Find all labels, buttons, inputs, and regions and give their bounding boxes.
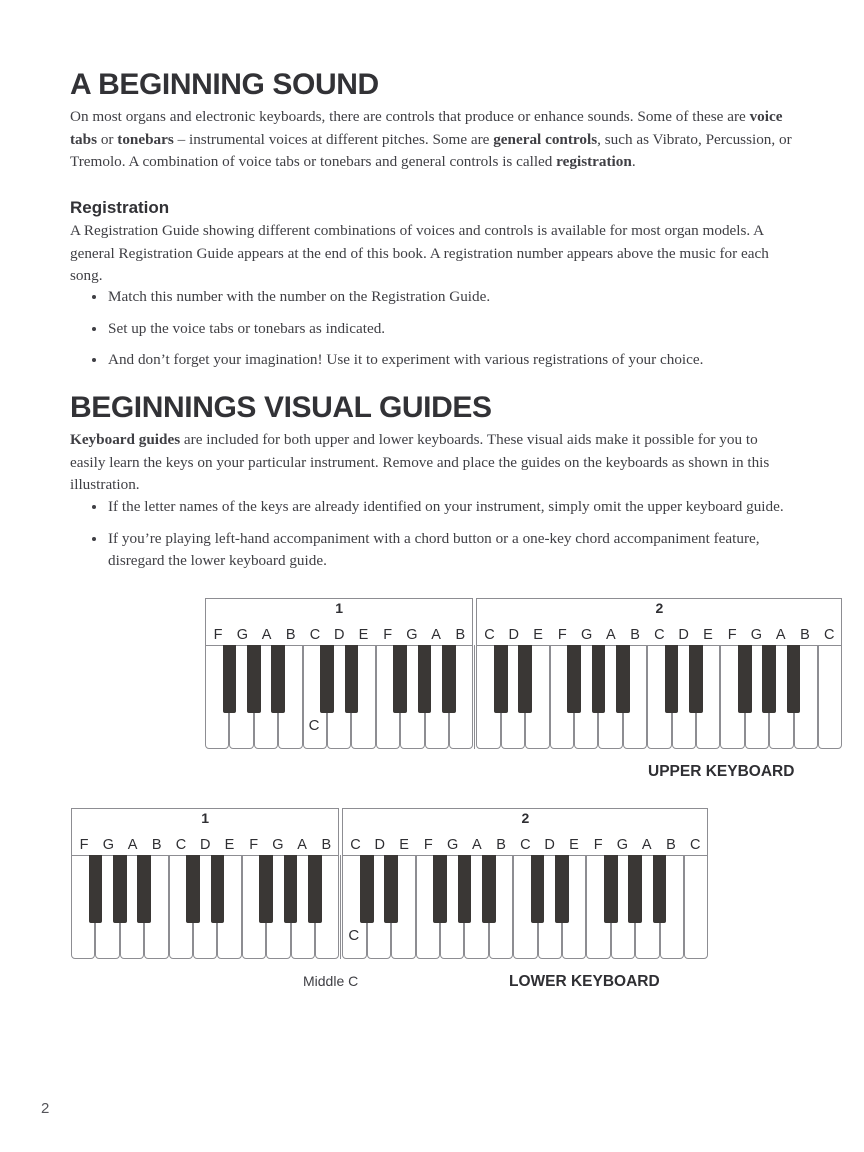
list-item: If the letter names of the keys are already identified on your instrument, simply omit the upper keyboard guide. [86, 496, 786, 519]
black-key-F-sharp[interactable] [738, 645, 752, 713]
key-letter-G: G [406, 627, 418, 643]
visual-guides-bullet-list [86, 496, 786, 582]
key-letter-A: A [127, 837, 138, 853]
list-item: And don’t forget your imagination! Use it to experiment with various registrations of your choice. [86, 349, 796, 372]
middle-c-key-label: C [348, 927, 360, 944]
black-key-A-sharp[interactable] [271, 645, 285, 713]
key-letter-D: D [374, 837, 386, 853]
key-letter-G: G [446, 837, 459, 853]
black-key-C-sharp[interactable] [531, 855, 545, 923]
key-letter-A: A [472, 837, 482, 853]
upper-keyboard-diagram [205, 598, 842, 749]
registration-number-2: 2 [521, 810, 530, 826]
piano-keys [71, 855, 708, 959]
beginning-sound-text-part-4: – instrumental voices at different pitches. Some are [173, 130, 494, 148]
key-letter-B: B [666, 837, 676, 853]
black-key-F-sharp[interactable] [567, 645, 581, 713]
registration-number-1: 1 [335, 600, 344, 616]
key-letter-E: E [358, 627, 369, 643]
key-letter-F: F [249, 837, 259, 853]
beginning-sound-text-part-8: . [631, 153, 636, 170]
black-key-C-sharp[interactable] [320, 645, 334, 713]
keyboard-guide-strip [71, 808, 708, 855]
key-letter-G: G [580, 627, 593, 643]
key-letter-row [477, 627, 841, 644]
black-key-G-sharp[interactable] [418, 645, 432, 713]
key-letter-B: B [455, 627, 466, 643]
keyboard-guide-strip [205, 598, 842, 645]
beginning-sound-text-part-0: On most organs and electronic keyboards, there are controls that produce or enhance sounds. Some of these are [70, 108, 750, 125]
key-letter-E: E [569, 837, 579, 853]
key-letter-B: B [321, 837, 332, 853]
key-letter-G: G [272, 837, 284, 853]
key-letter-B: B [800, 627, 810, 643]
black-key-G-sharp[interactable] [592, 645, 606, 713]
key-letter-C: C [520, 837, 531, 853]
black-key-A-sharp[interactable] [616, 645, 630, 713]
key-letter-A: A [606, 627, 616, 643]
key-letter-B: B [630, 627, 640, 643]
beginning-sound-text-part-5: general controls [493, 130, 598, 148]
key-letter-row [72, 837, 338, 854]
key-letter-A: A [431, 627, 441, 643]
key-letter-C: C [309, 627, 321, 643]
beginning-sound-text-part-3: tonebars [117, 130, 174, 148]
middle-c-key-label: C [308, 717, 320, 734]
beginning-sound-text-part-7: registration [556, 153, 632, 170]
registration-number-1: 1 [201, 810, 210, 826]
white-key-C[interactable] [684, 855, 708, 959]
guide-section-1 [205, 598, 473, 645]
lower-keyboard-caption: LOWER KEYBOARD [509, 973, 660, 990]
key-letter-F: F [593, 837, 603, 853]
key-letter-B: B [151, 837, 162, 853]
black-key-A-sharp[interactable] [137, 855, 151, 923]
visual-guides-text-part-0: Keyboard guides [70, 431, 181, 448]
black-key-C-sharp[interactable] [186, 855, 200, 923]
middle-c-caption: Middle C [303, 973, 359, 989]
black-key-D-sharp[interactable] [689, 645, 703, 713]
key-letter-A: A [261, 627, 272, 643]
beginning-sound-text-part-6: , such as Vibrato, Percussion, or Tremolo. A combination of voice tabs or tonebars and general controls is called [70, 130, 792, 170]
beginning-sound-paragraph [70, 106, 794, 174]
key-letter-row [343, 837, 707, 854]
list-item: Match this number with the number on the Registration Guide. [86, 286, 796, 309]
black-key-D-sharp[interactable] [555, 855, 569, 923]
key-letter-D: D [678, 627, 689, 643]
black-key-D-sharp[interactable] [518, 645, 532, 713]
key-letter-B: B [496, 837, 506, 853]
key-letter-F: F [727, 627, 737, 643]
key-letter-F: F [213, 627, 223, 643]
black-key-A-sharp[interactable] [653, 855, 667, 923]
visual-guides-paragraph [70, 429, 770, 497]
key-letter-G: G [750, 627, 763, 643]
key-letter-D: D [333, 627, 345, 643]
key-letter-C: C [350, 837, 361, 853]
black-key-A-sharp[interactable] [308, 855, 322, 923]
black-key-A-sharp[interactable] [787, 645, 801, 713]
subheading-registration: Registration [70, 198, 170, 217]
black-key-F-sharp[interactable] [89, 855, 103, 923]
lower-keyboard-diagram [71, 808, 708, 959]
beginning-sound-text-part-1: voice tabs [70, 108, 783, 148]
list-item: If you’re playing left-hand accompaniment with a chord button or a one-key chord accompaniment feature, disregard the lower keyboard guide. [86, 528, 786, 573]
key-letter-A: A [641, 837, 652, 853]
registration-paragraph: A Registration Guide showing different combinations of voices and controls is available for most organ models. A general Registration Guide appears at the end of this book. A registration number appears above the music for each song. [70, 222, 769, 284]
key-letter-E: E [533, 627, 543, 643]
key-letter-D: D [199, 837, 211, 853]
list-item: Set up the voice tabs or tonebars as indicated. [86, 318, 796, 341]
key-letter-C: C [175, 837, 187, 853]
black-key-F-sharp[interactable] [259, 855, 273, 923]
key-letter-F: F [557, 627, 567, 643]
black-key-F-sharp[interactable] [604, 855, 618, 923]
key-letter-C: C [484, 627, 495, 643]
black-key-C-sharp[interactable] [665, 645, 679, 713]
black-key-G-sharp[interactable] [113, 855, 127, 923]
key-letter-A: A [775, 627, 786, 643]
page-number: 2 [41, 1100, 50, 1117]
key-letter-G: G [102, 837, 114, 853]
visual-guides-text-part-1: are included for both upper and lower keyboards. These visual aids make it possible for you to easily learn the keys on your particular instrument. Remove and place the guides on the keyboards as shown in this illustration. [70, 431, 770, 493]
key-letter-F: F [383, 627, 393, 643]
key-letter-E: E [224, 837, 235, 853]
upper-keyboard-caption: UPPER KEYBOARD [648, 763, 795, 780]
black-key-A-sharp[interactable] [442, 645, 456, 713]
white-key-C[interactable] [818, 645, 842, 749]
black-key-G-sharp[interactable] [284, 855, 298, 923]
black-key-F-sharp[interactable] [393, 645, 407, 713]
black-key-D-sharp[interactable] [345, 645, 359, 713]
black-key-G-sharp[interactable] [628, 855, 642, 923]
key-letter-A: A [297, 837, 307, 853]
black-key-D-sharp[interactable] [211, 855, 225, 923]
registration-number-2: 2 [655, 600, 664, 616]
key-letter-E: E [703, 627, 713, 643]
black-key-A-sharp[interactable] [482, 855, 496, 923]
guide-section-divider [340, 855, 341, 959]
beginning-sound-text-part-2: or [97, 130, 118, 148]
black-key-D-sharp[interactable] [384, 855, 398, 923]
guide-section-2 [342, 808, 708, 855]
key-letter-C: C [654, 627, 665, 643]
page-title-a-beginning-sound: A BEGINNING SOUND [70, 68, 379, 101]
black-key-G-sharp[interactable] [247, 645, 261, 713]
key-letter-G: G [616, 837, 629, 853]
key-letter-F: F [79, 837, 89, 853]
guide-section-1 [71, 808, 339, 855]
key-letter-B: B [285, 627, 296, 643]
black-key-F-sharp[interactable] [433, 855, 447, 923]
black-key-C-sharp[interactable] [360, 855, 374, 923]
registration-bullet-list [86, 286, 796, 381]
guide-section-2 [476, 598, 842, 645]
key-letter-F: F [423, 837, 433, 853]
black-key-F-sharp[interactable] [223, 645, 237, 713]
black-key-G-sharp[interactable] [458, 855, 472, 923]
key-letter-D: D [508, 627, 520, 643]
key-letter-row [206, 627, 472, 644]
guide-section-divider [474, 645, 475, 749]
piano-keys [205, 645, 842, 749]
black-key-C-sharp[interactable] [494, 645, 508, 713]
key-letter-C: C [824, 627, 835, 643]
black-key-G-sharp[interactable] [762, 645, 776, 713]
key-letter-G: G [236, 627, 248, 643]
key-letter-C: C [690, 837, 701, 853]
page-title-beginnings-visual-guides: BEGINNINGS VISUAL GUIDES [70, 391, 492, 424]
key-letter-D: D [544, 837, 555, 853]
key-letter-E: E [399, 837, 409, 853]
